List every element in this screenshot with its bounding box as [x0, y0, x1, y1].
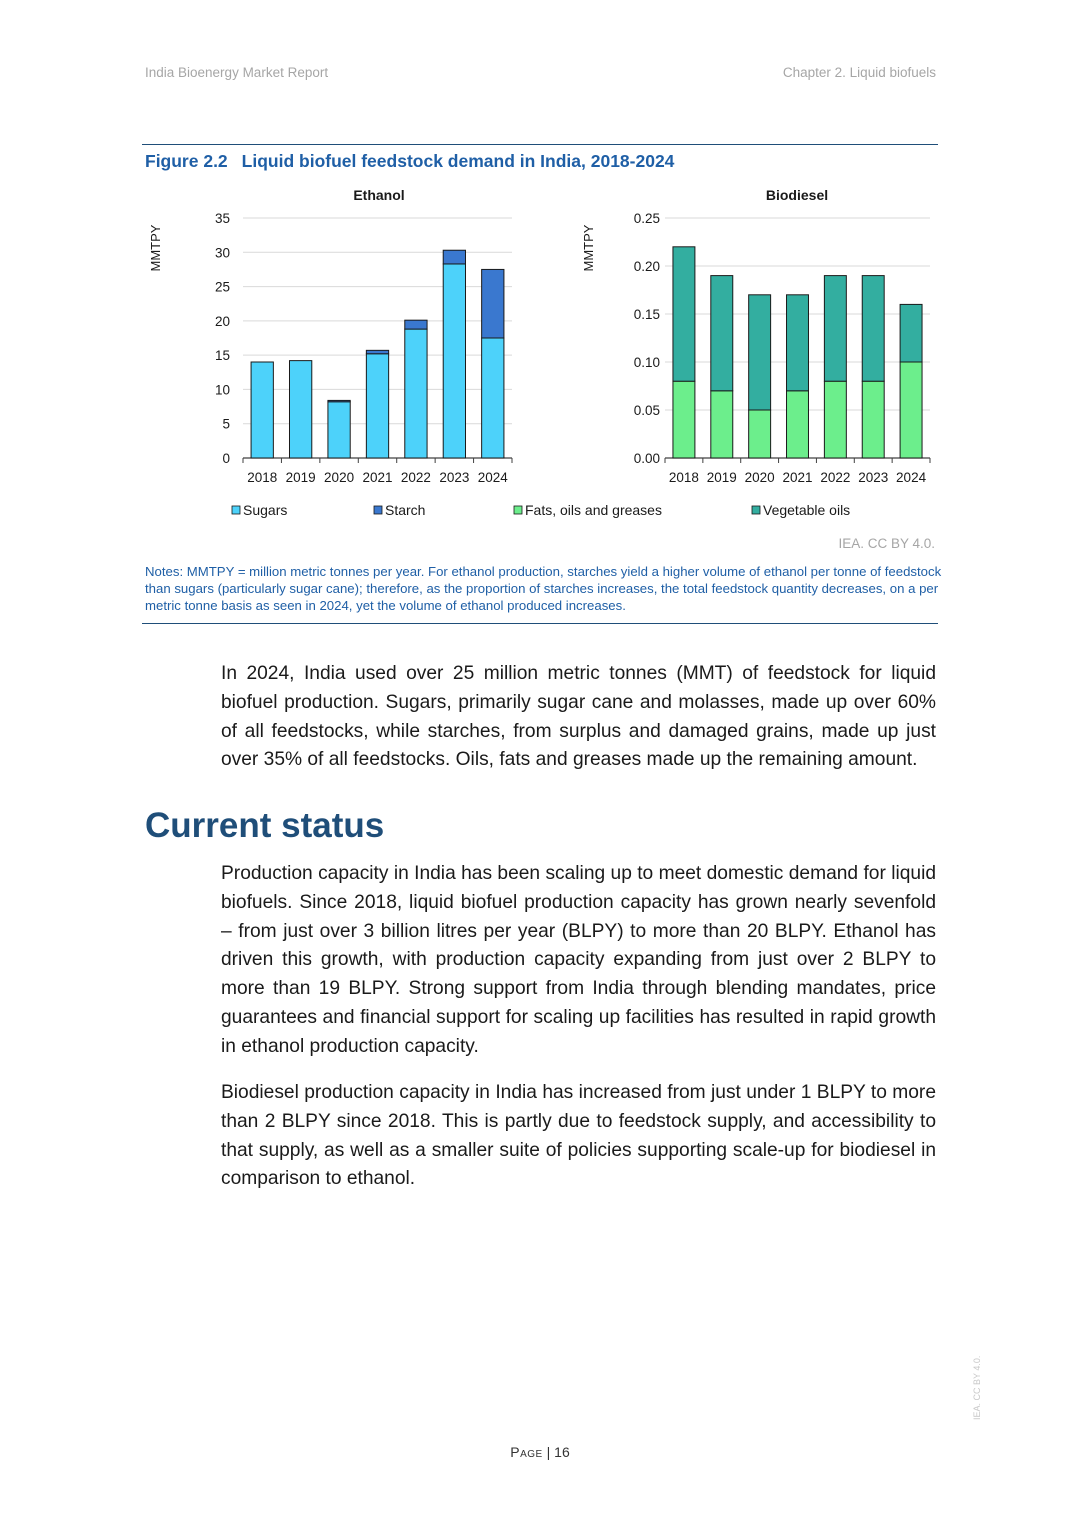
bar-segment: [482, 338, 504, 458]
legend-label: Vegetable oils: [763, 502, 851, 518]
bar-segment: [673, 381, 695, 458]
figure-number: Figure 2.2: [145, 151, 228, 171]
bar-segment: [366, 350, 388, 353]
paragraph-biodiesel-capacity: Biodiesel production capacity in India has increased from just under 1 BLPY to more than 2 BLPY since 2018. This is partly due to feedstock supply, and accessibility to that supply, as well as a smaller suite of policies supporting scale-up for biodiesel in comparison to ethanol.: [221, 1082, 936, 1190]
x-tick-label: 2022: [400, 470, 431, 485]
bar-segment: [405, 329, 427, 458]
bar-segment: [673, 247, 695, 381]
y-tick-label: 0.15: [633, 307, 660, 322]
y-tick-label: 30: [214, 245, 230, 261]
chart-title: Biodiesel: [765, 187, 829, 203]
y-tick-label: 0.25: [633, 211, 660, 226]
figure-chart-area: [0, 180, 1080, 530]
y-tick-label: 25: [214, 279, 230, 295]
figure-top-rule: [142, 144, 938, 145]
bar-segment: [749, 410, 771, 458]
paragraph-production-capacity: Production capacity in India has been scaling up to meet domestic demand for liquid biofuels. Since 2018, liquid biofuel production capacity has grown nearly sevenfold – from just over 3 billion litres per year (BLPY) to more than 20 BLPY. Ethanol has driven this growth, with production capacity expanding from just over 2 BLPY to more than 19 BLPY. Strong support from India through blending mandates, price guarantees and financial support for scaling up facilities has resulted in rapid growth in ethanol production capacity.: [221, 863, 936, 1057]
y-tick-label: 5: [222, 416, 230, 432]
y-tick-label: 0: [222, 451, 230, 466]
figure-caption: Liquid biofuel feedstock demand in India, 2018-2024: [241, 151, 675, 171]
legend-label: Starch: [385, 502, 426, 518]
legend-swatch: [752, 506, 760, 514]
figure-bottom-rule: [142, 623, 938, 624]
paragraph-feedstock-2024: In 2024, India used over 25 million metric tonnes (MMT) of feedstock for liquid biofuel production. Sugars, primarily sugar cane and molasses, made up over 60% of all feedstocks, while starches, from surplus and damaged grains, made up just over 35% of all feedstocks. Oils, fats and greases made up the remaining amount.: [221, 663, 936, 771]
bar-segment: [862, 381, 884, 458]
bar-segment: [405, 320, 427, 329]
x-tick-label: 2024: [896, 470, 927, 485]
x-tick-label: 2022: [820, 470, 851, 485]
bar-segment: [328, 400, 350, 401]
bar-segment: [862, 276, 884, 382]
legend-swatch: [232, 506, 240, 514]
y-axis-label: MMTPY: [148, 224, 163, 272]
section-heading-current-status: Current status: [145, 806, 385, 845]
x-tick-label: 2018: [247, 470, 278, 485]
figure-notes: Notes: MMTPY = million metric tonnes per year. For ethanol production, starches yield a higher volume of ethanol per tonne of feedstock than sugars (particularly sugar cane); therefore, as the proportion of starches increases, the total feedstock quantity decreases, on a per metric tonne basis as seen in 2024, yet the volume of ethanol produced increases.: [145, 564, 942, 613]
chart-title: Ethanol: [353, 187, 405, 203]
bar-segment: [443, 250, 465, 264]
x-tick-label: 2020: [744, 470, 775, 485]
x-tick-label: 2018: [668, 470, 699, 485]
bar-segment: [749, 295, 771, 410]
bar-segment: [900, 362, 922, 458]
bar-segment: [443, 264, 465, 458]
page-footer: Page | 16: [510, 1444, 570, 1460]
page-label: Page: [510, 1444, 543, 1460]
bar-segment: [900, 304, 922, 362]
y-tick-label: 15: [214, 348, 230, 364]
x-tick-label: 2023: [439, 470, 470, 485]
bar-segment: [328, 402, 350, 458]
bar-segment: [482, 269, 504, 338]
y-axis-label: MMTPY: [581, 224, 596, 272]
legend-swatch: [514, 506, 522, 514]
y-tick-label: 35: [214, 211, 230, 226]
figure-credit: IEA. CC BY 4.0.: [838, 536, 935, 551]
running-header-title: India Bioenergy Market Report: [145, 65, 329, 80]
y-tick-label: 0.05: [633, 403, 660, 418]
legend-label: Sugars: [243, 502, 288, 518]
figure-title: [145, 151, 674, 172]
legend-label: Fats, oils and greases: [525, 502, 662, 518]
bar-segment: [289, 361, 311, 458]
bar-segment: [787, 295, 809, 391]
x-tick-label: 2019: [285, 470, 316, 485]
x-tick-label: 2020: [324, 470, 355, 485]
x-tick-label: 2019: [706, 470, 737, 485]
bar-segment: [711, 276, 733, 391]
x-tick-label: 2023: [858, 470, 889, 485]
stacked-bar-charts: [0, 180, 1080, 530]
bar-segment: [366, 354, 388, 458]
x-tick-label: 2021: [782, 470, 813, 485]
y-tick-label: 0.10: [633, 355, 660, 370]
y-tick-label: 0.00: [633, 451, 660, 466]
x-tick-label: 2021: [362, 470, 393, 485]
bar-segment: [711, 391, 733, 458]
bar-segment: [824, 381, 846, 458]
y-tick-label: 0.20: [633, 259, 660, 274]
x-tick-label: 2024: [477, 470, 508, 485]
bar-segment: [824, 276, 846, 382]
legend-swatch: [374, 506, 382, 514]
page-number: 16: [554, 1444, 570, 1460]
y-tick-label: 10: [214, 382, 230, 398]
y-tick-label: 20: [214, 313, 230, 329]
running-header-chapter: Chapter 2. Liquid biofuels: [782, 65, 936, 80]
bar-segment: [251, 362, 273, 458]
side-credit: IEA. CC BY 4.0.: [972, 1355, 982, 1420]
bar-segment: [787, 391, 809, 458]
